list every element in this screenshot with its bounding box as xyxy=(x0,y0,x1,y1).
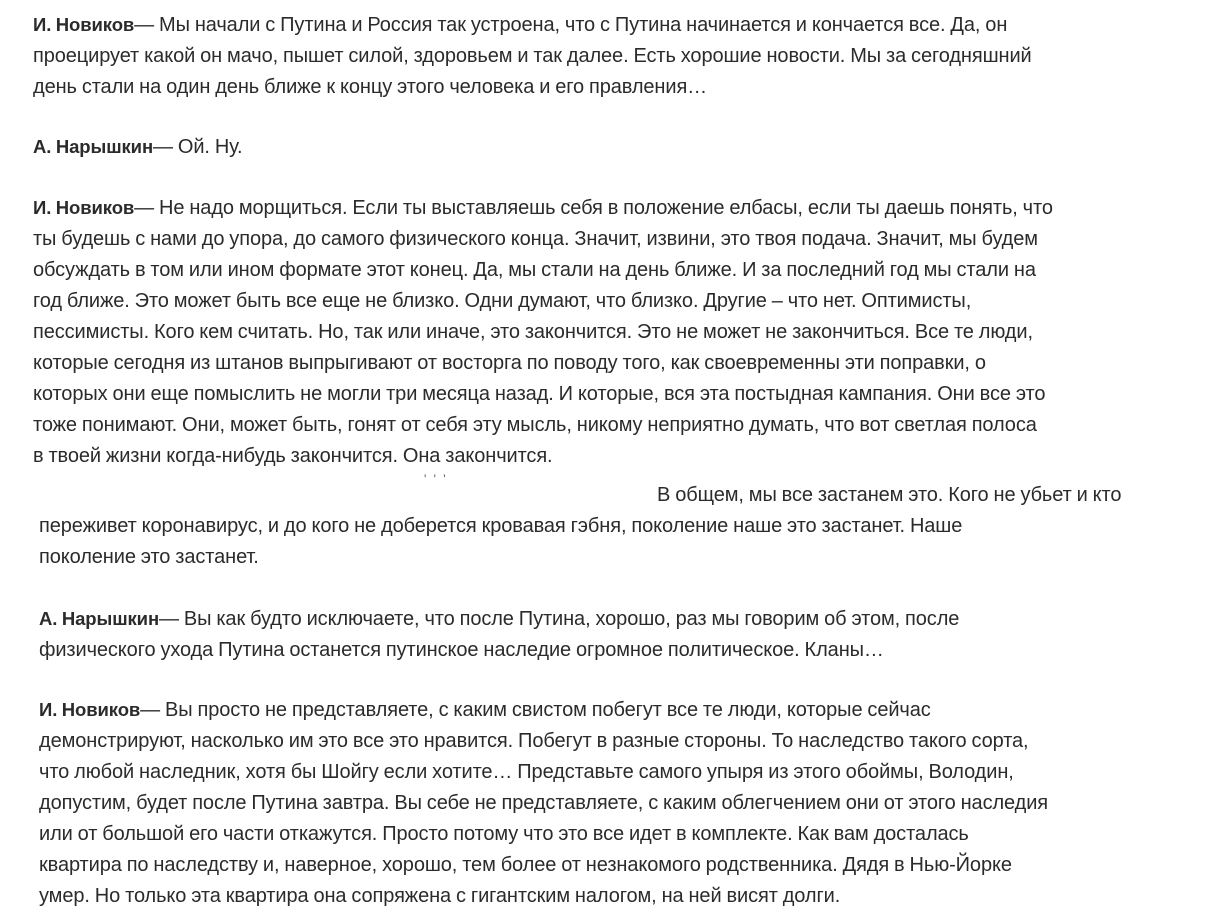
text-line: пессимисты. Кого кем считать. Но, так или иначе, это закончится. Это не может не закончиться. Все те люди, xyxy=(33,321,1033,343)
speech-text: — Вы как будто исключаете, что после Путина, хорошо, раз мы говорим об этом, после xyxy=(159,608,960,630)
speaker-name: А. Нарышкин xyxy=(39,608,160,629)
speaker-name: И. Новиков xyxy=(33,197,135,218)
paragraph xyxy=(33,192,1053,472)
speaker-name: И. Новиков xyxy=(33,14,135,35)
text-line: допустим, будет после Путина завтра. Вы себе не представляете, с каким облегчением они от этого наследия xyxy=(39,792,1048,814)
text-line: в твоей жизни когда-нибудь закончится. Она закончится. xyxy=(33,445,553,467)
text-line: обсуждать в том или ином формате этот конец. Да, мы стали на день ближе. И за последний год мы стали на xyxy=(33,259,1036,281)
text-line xyxy=(39,603,959,635)
paragraph xyxy=(39,480,1121,573)
text-line: умер. Но только эта квартира она сопряжена с гигантским налогом, на ней висят долги. xyxy=(39,885,841,907)
paragraph xyxy=(33,131,243,163)
text-line: что любой наследник, хотя бы Шойгу если хотите… Представьте самого упыря из этого обоймы, Володин, xyxy=(39,761,1014,783)
text-line: физического ухода Путина останется путинское наследие огромное политическое. Кланы… xyxy=(39,639,884,661)
text-line xyxy=(33,9,1032,41)
text-line: которых они еще помыслить не могли три месяца назад. И которые, вся эта постыдная кампания. Они все это xyxy=(33,383,1046,405)
speaker-name: А. Нарышкин xyxy=(33,136,154,157)
text-line: квартира по наследству и, наверное, хорошо, тем более от незнакомого родственника. Дядя в Нью-Йорке xyxy=(39,854,1012,876)
text-line: проецирует какой он мачо, пышет силой, здоровьем и так далее. Есть хорошие новости. Мы за сегодняшний xyxy=(33,45,1032,67)
text-line: которые сегодня из штанов выпрыгивают от восторга по поводу того, как своевременны эти поправки, о xyxy=(33,352,986,374)
text-line xyxy=(33,131,243,163)
speech-text: — Ой. Ну. xyxy=(153,136,243,158)
text-line: переживет коронавирус, и до кого не доберется кровавая гэбня, поколение наше это застанет. Наше xyxy=(39,515,963,537)
speech-text: — Мы начали с Путина и Россия так устроена, что с Путина начинается и кончается все. Да, он xyxy=(134,14,1008,36)
text-line: демонстрируют, насколько им это все это нравится. Побегут в разные стороны. То наследство такого сорта, xyxy=(39,730,1029,752)
text-line: или от большой его части откажутся. Просто потому что это все идет в комплекте. Как вам досталась xyxy=(39,823,969,845)
speech-text: — Вы просто не представляете, с каким свистом побегут все те люди, которые сейчас xyxy=(140,699,931,721)
text-line: год ближе. Это может быть все еще не близко. Одни думают, что близко. Другие – что нет. Оптимисты, xyxy=(33,290,972,312)
text-line: ты будешь с нами до упора, до самого физического конца. Значит, извини, это твоя подача. Значит, мы будем xyxy=(33,228,1038,250)
fragment-marks: ' ' ' xyxy=(424,472,448,486)
text-line: В общем, мы все застанем это. Кого не убьет и кто xyxy=(657,484,1122,506)
speaker-name: И. Новиков xyxy=(39,699,141,720)
speech-text: — Не надо морщиться. Если ты выставляешь себя в положение елбасы, если ты даешь понять, что xyxy=(134,197,1053,219)
paragraph xyxy=(39,603,959,666)
paragraph xyxy=(39,694,1048,912)
text-line: день стали на один день ближе к концу этого человека и его правления… xyxy=(33,76,708,98)
text-line xyxy=(39,694,1048,726)
text-line xyxy=(33,192,1053,224)
text-line: поколение это застанет. xyxy=(39,546,259,568)
paragraph xyxy=(33,9,1032,103)
text-line: тоже понимают. Они, может быть, гонят от себя эту мысль, никому неприятно думать, что вот светлая полоса xyxy=(33,414,1037,436)
